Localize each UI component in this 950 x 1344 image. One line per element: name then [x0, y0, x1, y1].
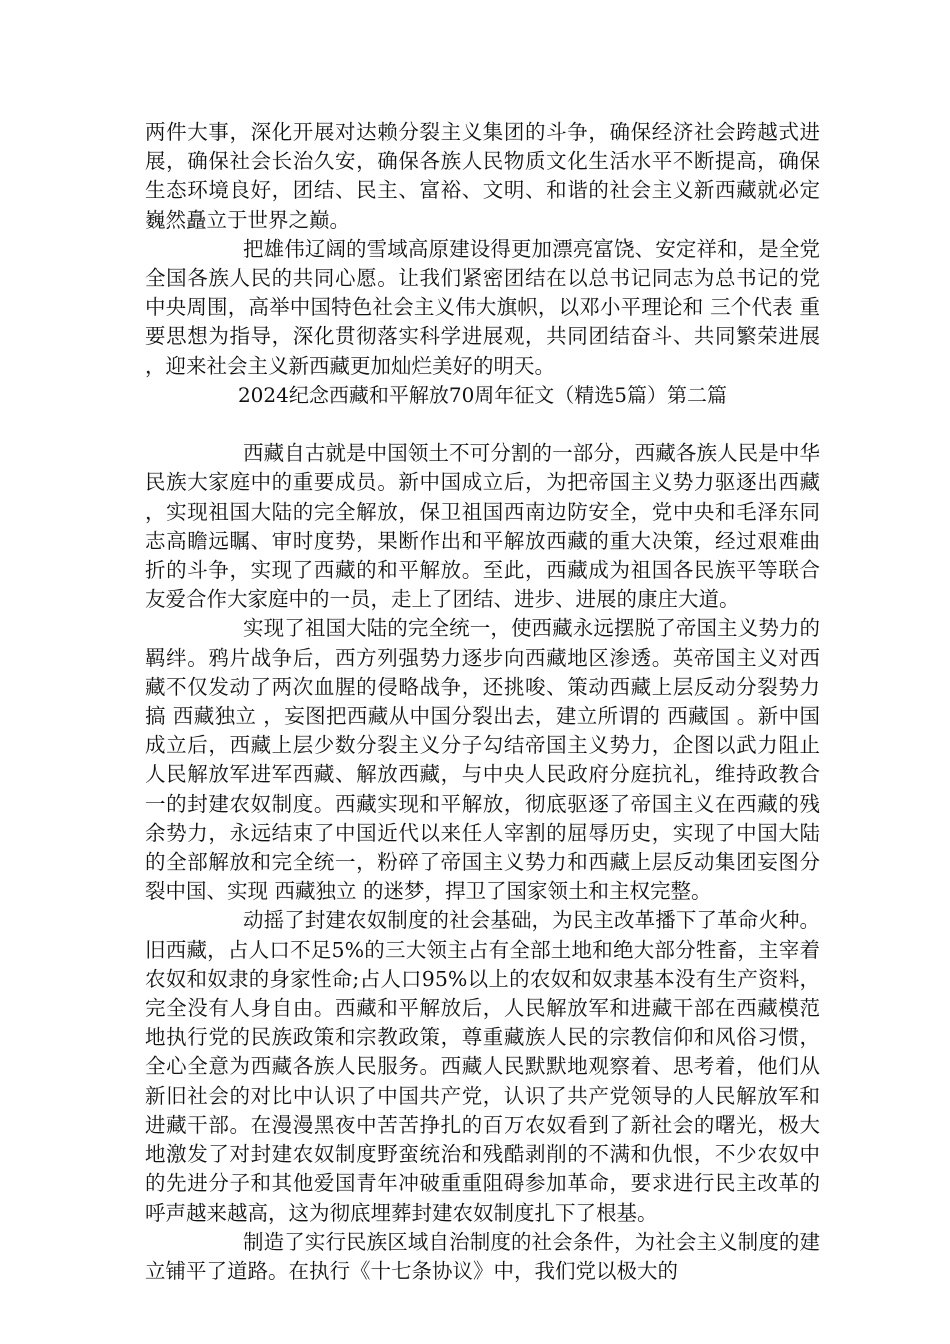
document-page	[145, 118, 820, 1286]
paragraph-autonomy: 制造了实行民族区域自治制度的社会条件，为社会主义制度的建立铺平了道路。在执行《十七条协议》中，我们党以极大的	[145, 1229, 820, 1283]
section-title: 2024纪念西藏和平解放70周年征文（精选5篇）第二篇	[237, 382, 728, 407]
paragraph-serfdom: 动摇了封建农奴制度的社会基础，为民主改革播下了革命火种。旧西藏，占人口不足5%的三大领主占有全部土地和绝大部分牲畜，主宰着农奴和奴隶的身家性命;占人口95%以上的农奴和奴隶基本没有生产资料，完全没有人身自由。西藏和平解放后，人民解放军和进藏干部在西藏模范地执行党的民族政策和宗教政策，尊重藏族人民的宗教信仰和风俗习惯，全心全意为西藏各族人民服务。西藏人民默默地观察着、思考着，他们从新旧社会的对比中认识了中国共产党，认识了共产党领导的人民解放军和进藏干部。在漫漫黑夜中苦苦挣扎的百万农奴看到了新社会的曙光，极大地激发了对封建农奴制度野蛮统治和残酷剥削的不满和仇恨，不少农奴中的先进分子和其他爱国青年冲破重重阻碍参加革命，要求进行民主改革的呼声越来越高，这为彻底埋葬封建农奴制度扎下了根基。	[145, 908, 820, 1225]
blank-line	[145, 410, 820, 439]
paragraph-unification: 实现了祖国大陆的完全统一，使西藏永远摆脱了帝国主义势力的羁绊。鸦片战争后，西方列强势力逐步向西藏地区渗透。英帝国主义对西藏不仅发动了两次血腥的侵略战争，还挑唆、策动西藏上层反动分裂势力搞 西藏独立 ，妄图把西藏从中国分裂出去，建立所谓的 西藏国 。新中国成立后，西藏上层少数分裂主义分子勾结帝国主义势力，企图以武力阻止人民解放军进军西藏、解放西藏，与中央人民政府分庭抗礼，维持政教合一的封建农奴制度。西藏实现和平解放，彻底驱逐了帝国主义在西藏的残余势力，永远结束了中国近代以来任人宰割的屈辱历史，实现了中国大陆的全部解放和完全统一，粉碎了帝国主义势力和西藏上层反动集团妄图分裂中国、实现 西藏独立 的迷梦，捍卫了国家领土和主权完整。	[145, 616, 820, 904]
paragraph-continued: 两件大事，深化开展对达赖分裂主义集团的斗争，确保经济社会跨越式进展，确保社会长治久安，确保各族人民物质文化生活水平不断提高，确保生态环境良好，团结、民主、富裕、文明、和谐的社会主义新西藏就必定巍然矗立于世界之巅。	[145, 120, 820, 232]
paragraph-intro: 西藏自古就是中国领土不可分割的一部分，西藏各族人民是中华民族大家庭中的重要成员。新中国成立后，为把帝国主义势力驱逐出西藏，实现祖国大陆的完全解放，保卫祖国西南边防安全，党中央和毛泽东同志高瞻远瞩、审时度势，果断作出和平解放西藏的重大决策，经过艰难曲折的斗争，实现了西藏的和平解放。至此，西藏成为祖国各民族平等联合友爱合作大家庭中的一员，走上了团结、进步、进展的康庄大道。	[145, 441, 820, 612]
paragraph-closing: 把雄伟辽阔的雪域高原建设得更加漂亮富饶、安定祥和，是全党全国各族人民的共同心愿。让我们紧密团结在以总书记同志为总书记的党中央周围，高举中国特色社会主义伟大旗帜，以邓小平理论和 三个代表 重要思想为指导，深化贯彻落实科学进展观，共同团结奋斗、共同繁荣进展，迎来社会主义新西藏更加灿烂美好的明天。	[145, 236, 820, 378]
